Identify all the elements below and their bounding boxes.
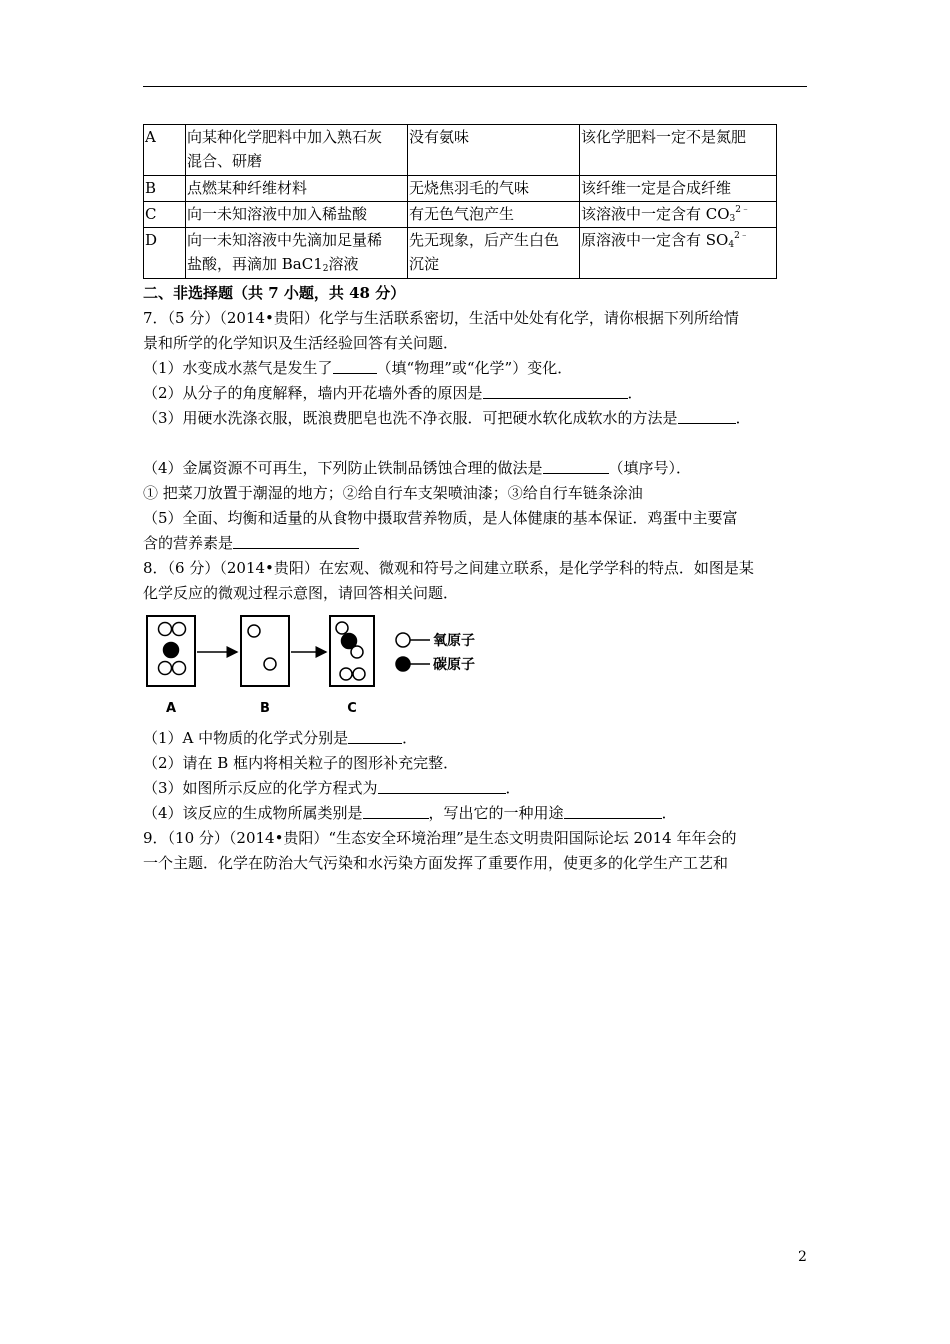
question-stem: 9．（10 分）（2014•贵阳）“生态安全环境治理”是生态文明贵阳国际论坛 2014 年年会的 [143,829,737,847]
phenomenon-line: 先无现象，后产生白色 [409,231,560,249]
conclusion-text: 该溶液中一定含有 CO [581,205,730,223]
question-content [143,281,811,876]
legend-carbon-label: 碳原子 [433,657,475,673]
formula-subscript: 2 [322,264,329,274]
operation-line: 盐酸，再滴加 BaC1 [187,255,323,273]
question-7 [143,306,811,556]
oxygen-atom [353,668,365,680]
answer-blank[interactable] [678,408,736,424]
box-b [241,616,289,686]
operation-line-tail: 溶液 [328,255,359,273]
phenomenon-cell: 无烧焦羽毛的气味 [408,176,580,202]
question-stem: 化学反应的微观过程示意图，请回答相关问题． [143,584,459,602]
row-label: B [144,176,186,202]
option-list: ① 把菜刀放置于潮湿的地方；②给自行车支架喷油漆；③给自行车链条涂油 [143,484,643,502]
conclusion-cell [580,202,777,228]
oxygen-atom [340,668,352,680]
question-stem: 7．（5 分）（2014•贵阳）化学与生活联系密切，生活中处处有化学，请你根据下列所给情 [143,309,739,327]
question-stem: 景和所学的化学知识及生活经验回答有关问题． [143,334,459,352]
operation-line: 向某种化学肥料中加入熟石灰 [187,128,383,146]
operation-cell [186,125,408,176]
oxygen-atom [173,662,186,675]
spacer [143,431,811,456]
page-number: 2 [798,1249,807,1265]
answer-blank[interactable] [564,803,662,819]
sub-question: （2）请在 B 框内将相关粒子的图形补充完整． [143,754,459,772]
sub-question: （5）全面、均衡和适量的从食物中摄取营养物质，是人体健康的基本保证．鸡蛋中主要富 [143,509,738,527]
experiment-table [143,124,777,279]
conclusion-text: 原溶液中一定含有 SO [581,231,729,249]
formula-subscript: 4 [728,240,735,250]
row-label: A [144,125,186,176]
sub-question: （3）如图所示反应的化学方程式为 ． [143,779,521,797]
legend-carbon-icon [396,657,410,671]
table-row [144,176,777,202]
sub-question: （2）从分子的角度解释，墙内开花墙外香的原因是 ． [143,384,643,402]
question-stem: 8．（6 分）（2014•贵阳）在宏观、微观和符号之间建立联系，是化学学科的特点．如图是某 [143,559,754,577]
question-9 [143,826,811,876]
oxygen-atom [351,646,363,658]
question-8 [143,556,811,826]
conclusion-cell: 该纤维一定是合成纤维 [580,176,777,202]
operation-line: 向一未知溶液中先滴加足量稀 [187,231,383,249]
sub-question: （4）金属资源不可再生，下列防止铁制品锈蚀合理的做法是 （填序号）． [143,459,692,477]
table-row [144,228,777,279]
legend-oxygen-icon [396,633,410,647]
answer-blank[interactable] [543,458,609,474]
operation-line: 混合、研磨 [187,152,263,170]
formula-subscript: 3 [729,214,736,224]
phenomenon-cell: 有无色气泡产生 [408,202,580,228]
oxygen-atom [248,625,260,637]
phenomenon-cell [408,228,580,279]
legend-oxygen-label: 氧原子 [433,633,475,649]
operation-cell [186,228,408,279]
answer-blank[interactable] [378,778,506,794]
answer-blank[interactable] [233,533,359,549]
table-row [144,125,777,176]
carbon-atom [164,643,179,658]
question-stem: 一个主题．化学在防治大气污染和水污染方面发挥了重要作用，使更多的化学生产工艺和 [143,854,729,872]
oxygen-atom [264,658,276,670]
table-row [144,202,777,228]
box-label: B [260,701,270,716]
reaction-diagram [143,612,543,722]
box-label: A [165,701,177,716]
oxygen-atom [159,623,172,636]
operation-cell: 点燃某种纤维材料 [186,176,408,202]
operation-cell: 向一未知溶液中加入稀盐酸 [186,202,408,228]
section-title: 二、非选择题（共 7 小题，共 48 分） [143,284,406,302]
conclusion-cell: 该化学肥料一定不是氮肥 [580,125,777,176]
oxygen-atom [159,662,172,675]
formula-charge: 2﹣ [735,205,751,215]
oxygen-atom [173,623,186,636]
sub-question: （4）该反应的生成物所属类别是 ，写出它的一种用途 ． [143,804,677,822]
answer-blank[interactable] [348,728,402,744]
sub-question: 含的营养素是 [143,531,811,556]
oxygen-atom [336,622,348,634]
row-label: D [144,228,186,279]
conclusion-cell [580,228,777,279]
formula-charge: 2﹣ [734,231,749,241]
sub-question: （1）水变成水蒸气是发生了 （填“物理”或“化学”）变化． [143,359,573,377]
phenomenon-line: 沉淀 [409,255,440,273]
row-label: C [144,202,186,228]
sub-question: （3）用硬水洗涤衣服，既浪费肥皂也洗不净衣服．可把硬水软化成软水的方法是 ． [143,409,751,427]
phenomenon-cell: 没有氨味 [408,125,580,176]
sub-question: （1）A 中物质的化学式分别是 ． [143,729,418,747]
answer-blank[interactable] [333,358,377,374]
header-rule [143,86,807,87]
answer-blank[interactable] [483,383,628,399]
reaction-diagram-svg [143,612,543,722]
answer-blank[interactable] [363,803,429,819]
box-label: C [347,701,357,716]
